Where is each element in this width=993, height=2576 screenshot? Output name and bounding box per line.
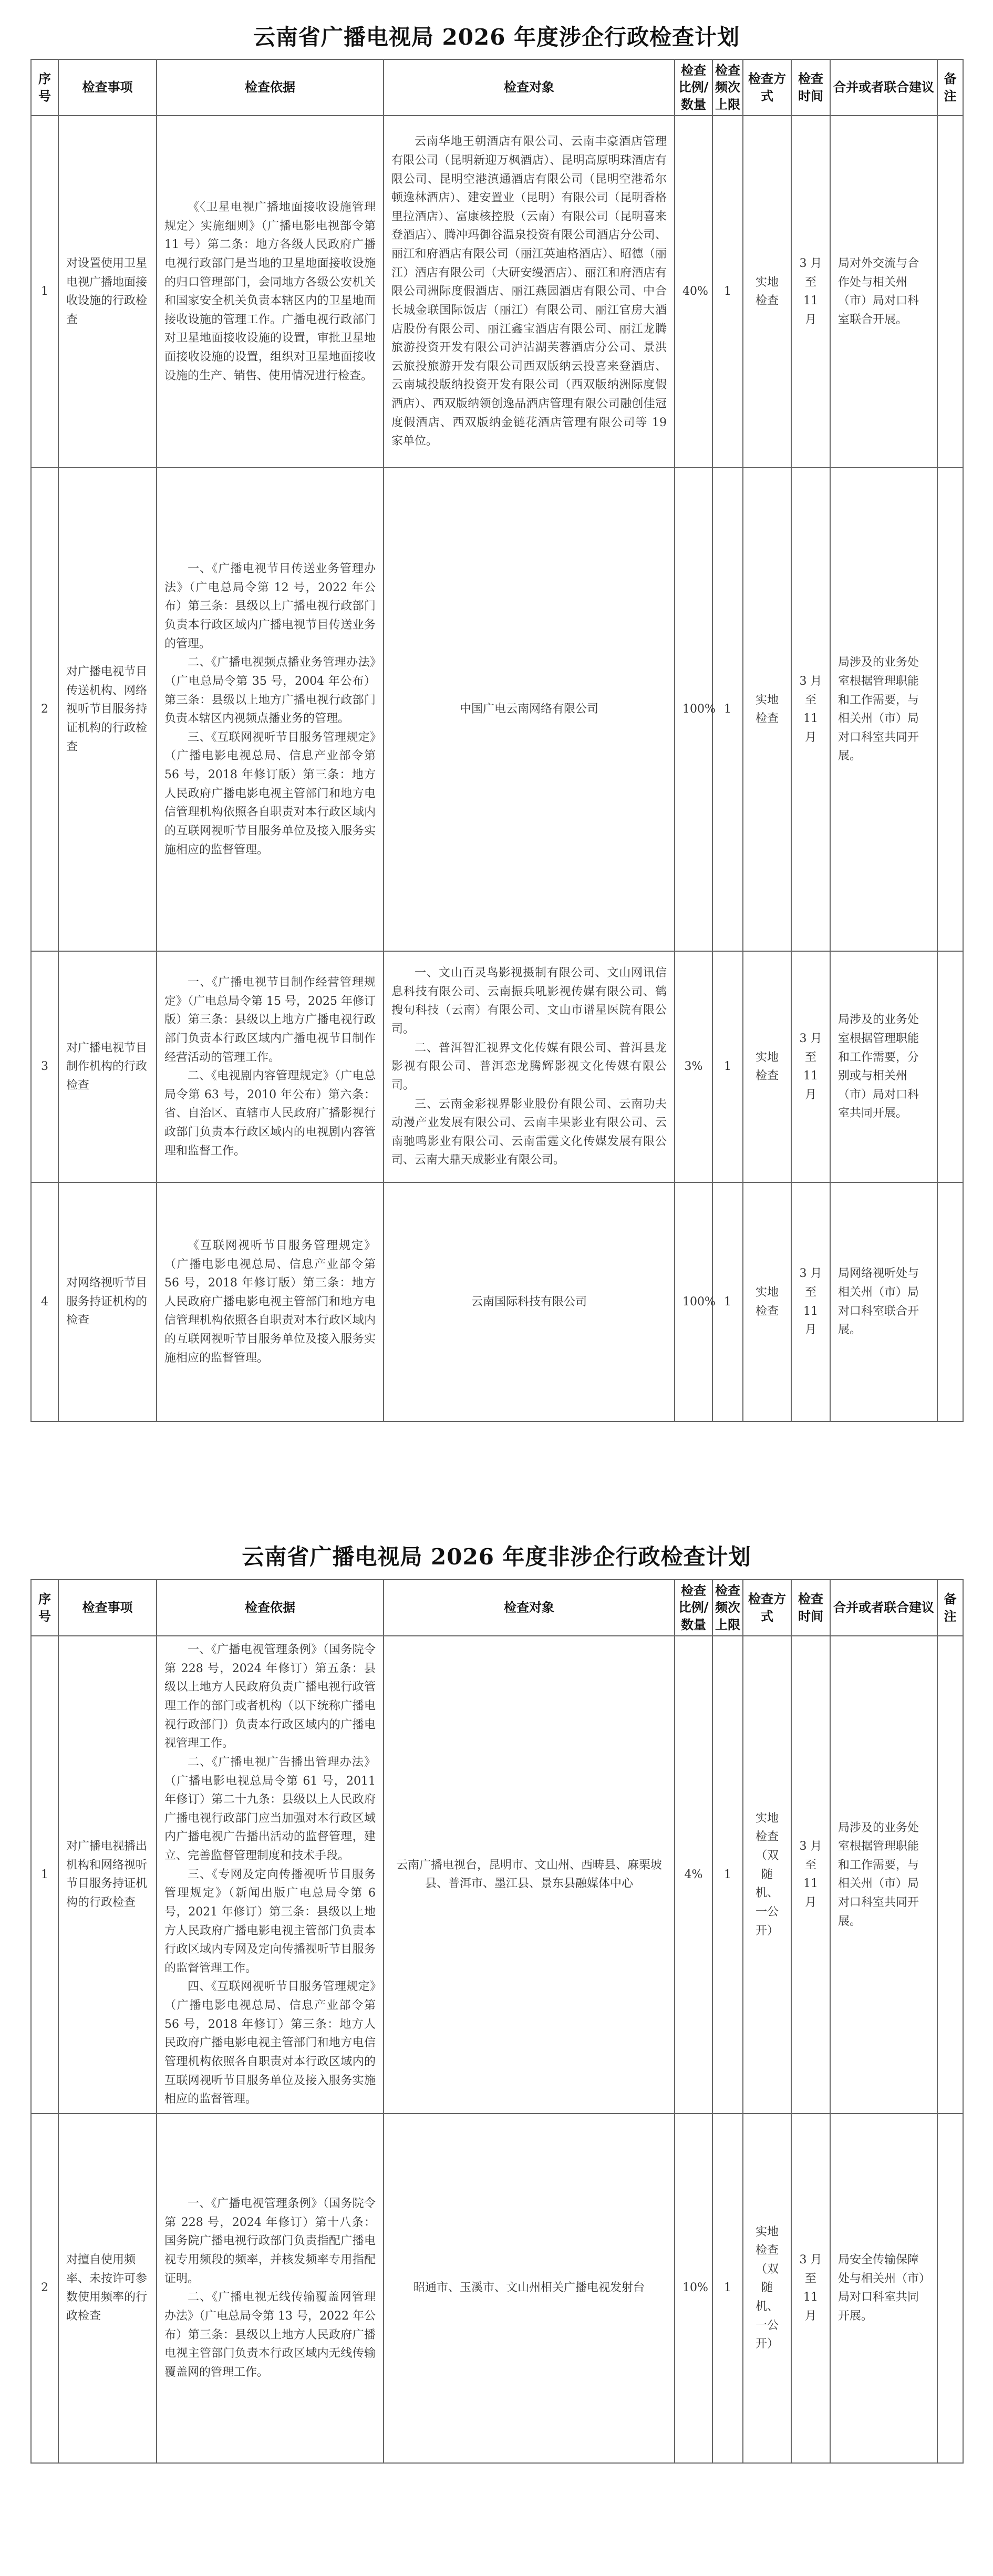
row-time (791, 468, 830, 951)
page-title-enterprise-plan: 云南省广播电视局 2026 年度涉企行政检查计划 (253, 24, 740, 50)
basis-paragraph: 四、《互联网视听节目服务管理规定》（广播电影电视总局、信息产业部令第 56 号，2018 年修订）第三条：地方人民政府广播电影电视主管部门和地方电信管理机构依照各自职责对本行政区域内的互联网视听节目服务单位及接入服务实施相应的监督管理。 (164, 1980, 376, 2106)
row-time (791, 116, 830, 468)
row-item: 对擅自使用频率、未按许可参数使用频率的行政检查 (58, 2114, 157, 2463)
header-freq: 检查频次上限 (712, 1580, 743, 1636)
row-suggestion: 局网络视听处与相关州（市）局对口科室联合开展。 (830, 1182, 937, 1421)
time-line: 月 (804, 1323, 816, 1337)
header-ratio: 检查比例/数量 (675, 59, 712, 116)
header-item: 检查事项 (58, 1580, 157, 1636)
header-method: 检查方式 (743, 1580, 791, 1636)
row-freq: 1 (712, 116, 743, 468)
method-line: 检查 (755, 1830, 779, 1844)
header-freq: 检查频次上限 (712, 59, 743, 116)
target-text: 昭通市、玉溪市、文山州相关广播电视发射台 (413, 2281, 645, 2295)
target-paragraph: 云南华地王朝酒店有限公司、云南丰豪酒店管理有限公司（昆明新迎万枫酒店）、昆明高原明珠酒店有限公司、昆明空港滇通酒店有限公司（昆明空港希尔顿逸林酒店）、建安置业（昆明）有限公司（昆明香格里拉酒店）、富康核控股（云南）有限公司（昆明喜来登酒店）、腾冲玛御谷温泉投资有限公司酒店分公司、丽江和府酒店有限公司（丽江英迪格酒店）、昭德（丽江）酒店有限公司（大研安缦酒店）、丽江和府酒店有限公司洲际度假酒店、丽江燕园酒店有限公司、中合长城金联国际饭店（丽江）有限公司、丽江官房大酒店股份有限公司、丽江鑫宝酒店有限公司、丽江龙腾旅游投资开发有限公司泸沽湖芙蓉酒店分公司、景洪云旅投旅游开发有限公司西双版纳云投喜来登酒店、云南城投版纳投资开发有限公司（西双版纳洲际度假酒店）、西双版纳领创逸品酒店管理有限公司融创佳冠度假酒店、西双版纳金链花酒店管理有限公司等 19 家单位。 (391, 135, 667, 448)
method-line: 检查 (755, 294, 779, 308)
row-freq: 1 (712, 951, 743, 1182)
table-row (31, 951, 963, 1182)
row-target (384, 1636, 675, 2114)
row-suggestion: 局安全传输保障处与相关州（市）局对口科室共同开展。 (830, 2114, 937, 2463)
row-basis (157, 1636, 384, 2114)
row-item: 对广播电视播出机构和网络视听节目服务持证机构的行政检查 (58, 1636, 157, 2114)
time-line: 至 (804, 1286, 816, 1300)
row-note (937, 1636, 963, 2114)
header-method: 检查方式 (743, 59, 791, 116)
page-title-non-enterprise-plan: 云南省广播电视局 2026 年度非涉企行政检查计划 (242, 1544, 751, 1570)
row-suggestion: 局涉及的业务处室根据管理职能和工作需要，与相关州（市）局对口科室共同开展。 (830, 1636, 937, 2114)
target-text: 云南国际科技有限公司 (471, 1295, 587, 1308)
time-line: 月 (804, 1088, 816, 1101)
basis-paragraph: 《〈卫星电视广播地面接收设施管理规定〉实施细则》（广播电影电视部令第 11 号）第二条：地方各级人民政府广播电视行政部门是当地的卫星地面接收设施的归口管理部门，会同地方各级公安机关和国家安全机关负责本辖区内的卫星地面接收设施的管理工作。广播电视行政部门对卫星地面接收设施的设置，审批卫星地面接收设施的设置，组织对卫星地面接收设施的生产、销售、使用情况进行检查。 (164, 201, 376, 383)
time-line: 3 月 (799, 1032, 822, 1045)
basis-paragraph: 一、《广播电视管理条例》（国务院令第 228 号，2024 年修订）第五条：县级以上地方人民政府负责广播电视行政管理工作的部门或者机构（以下统称广播电视行政部门）负责本行政区域内的广播电视管理工作。 (164, 1643, 376, 1750)
row-basis (157, 2114, 384, 2463)
basis-paragraph: 二、《广播电视无线传输覆盖网管理办法》（广电总局令第 13 号，2022 年公布）第三条：县级以上地方人民政府广播电视主管部门负责本行政区域内无线传输覆盖网的管理工作。 (164, 2291, 376, 2379)
table-row (31, 1182, 963, 1421)
header-target: 检查对象 (384, 59, 675, 116)
time-line: 11 (803, 2291, 818, 2304)
basis-paragraph: 一、《广播电视节目传送业务管理办法》（广电总局令第 12 号，2022 年公布）第三条：县级以上广播电视行政部门负责本行政区域内广播电视节目传送业务的管理。 (164, 562, 376, 651)
method-line: （双 (755, 2262, 779, 2276)
row-ratio: 4% (675, 1636, 712, 2114)
header-note: 备注 (937, 1580, 963, 1636)
header-time: 检查时间 (791, 1580, 830, 1636)
header-num: 序号 (31, 59, 58, 116)
table-row (31, 1636, 963, 2114)
row-time (791, 951, 830, 1182)
target-text: 云南广播电视台，昆明市、文山州、西畴县、麻栗坡县、普洱市、墨江县、景东县融媒体中心 (396, 1858, 662, 1891)
method-line: 实地 (755, 1050, 779, 1064)
row-basis (157, 468, 384, 951)
basis-paragraph: 一、《广播电视节目制作经营管理规定》（广电总局令第 15 号，2025 年修订版）第三条：县级以上地方广播电视行政部门负责本行政区域内广播电视节目制作经营活动的管理工作。 (164, 976, 376, 1064)
time-line: 月 (804, 730, 816, 744)
basis-paragraph: 三、《专网及定向传播视听节目服务管理规定》（新闻出版广电总局令第 6 号，2021 年修订）第三条：县级以上地方人民政府广播电影电视主管部门负责本行政区域内专网及定向传播视听节目服务的监督管理工作。 (164, 1868, 376, 1975)
row-note (937, 2114, 963, 2463)
method-line: 检查 (755, 2244, 779, 2258)
header-suggestion: 合并或者联合建议 (830, 1580, 937, 1636)
time-line: 月 (804, 2309, 816, 2323)
basis-paragraph: 二、《广播电视广告播出管理办法》（广播电影电视总局令第 61 号，2011 年修订）第二十九条：县级以上人民政府广播电视行政部门应当加强对本行政区域内广播电视广告播出活动的监督管理，建立、完善监督管理制度和技术手段。 (164, 1755, 376, 1863)
enterprise-inspection-table (30, 59, 964, 1422)
row-item: 对网络视听节目服务持证机构的检查 (58, 1182, 157, 1421)
method-line: 实地 (755, 2225, 779, 2239)
row-suggestion: 局涉及的业务处室根据管理职能和工作需要，分别或与相关州（市）局对口科室共同开展。 (830, 951, 937, 1182)
header-num: 序号 (31, 1580, 58, 1636)
row-target (384, 116, 675, 468)
row-method (743, 951, 791, 1182)
time-line: 11 (803, 294, 818, 308)
header-target: 检查对象 (384, 1580, 675, 1636)
header-basis: 检查依据 (157, 1580, 384, 1636)
row-freq: 1 (712, 1636, 743, 2114)
time-line: 至 (804, 1858, 816, 1872)
header-suggestion: 合并或者联合建议 (830, 59, 937, 116)
basis-paragraph: 二、《广播电视频点播业务管理办法》（广电总局令第 35 号，2004 年公布）第三条：县级以上地方广播电视行政部门负责本辖区内视频点播业务的管理。 (164, 656, 376, 726)
time-line: 至 (804, 275, 816, 289)
time-line: 月 (804, 1896, 816, 1910)
basis-paragraph: 一、《广播电视管理条例》（国务院令第 228 号，2024 年修订）第十八条：国务院广播电视行政部门负责指配广播电视专用频段的频率，并核发频率专用指配证明。 (164, 2197, 376, 2285)
row-ratio: 100% (675, 468, 712, 951)
method-line: （双 (755, 1849, 779, 1863)
row-freq: 1 (712, 2114, 743, 2463)
table-row (31, 116, 963, 468)
row-time (791, 2114, 830, 2463)
target-paragraph: 二、普洱智汇视界文化传媒有限公司、普洱县龙影视有限公司、普洱恋龙腾辉影视文化传媒有限公司。 (391, 1041, 667, 1092)
table-row (31, 468, 963, 951)
method-line: 随机、一公 (755, 1868, 779, 1919)
row-target (384, 468, 675, 951)
table-row (31, 2114, 963, 2463)
row-target (384, 1182, 675, 1421)
header-ratio: 检查比例/数量 (675, 1580, 712, 1636)
method-line: 开） (755, 1924, 779, 1938)
row-basis (157, 116, 384, 468)
row-item: 对广播电视节目传送机构、网络视听节目服务持证机构的行政检查 (58, 468, 157, 951)
row-time (791, 1636, 830, 2114)
target-paragraph: 三、云南金彩视界影业股份有限公司、云南功夫动漫产业发展有限公司、云南丰果影业有限公司、云南驰鸣影业有限公司、云南雷霆文化传媒发展有限公司、云南大鼎天成影业有限公司。 (391, 1097, 667, 1167)
time-line: 11 (803, 1069, 818, 1083)
time-line: 3 月 (799, 1840, 822, 1853)
row-ratio: 3% (675, 951, 712, 1182)
row-note (937, 468, 963, 951)
time-line: 至 (804, 693, 816, 707)
time-line: 至 (804, 2272, 816, 2285)
method-line: 实地 (755, 1811, 779, 1825)
method-line: 检查 (755, 712, 779, 726)
row-basis (157, 1182, 384, 1421)
row-num: 1 (31, 1636, 58, 2114)
method-line: 实地 (755, 693, 779, 707)
time-line: 3 月 (799, 256, 822, 270)
row-suggestion: 局涉及的业务处室根据管理职能和工作需要，与相关州（市）局对口科室共同开展。 (830, 468, 937, 951)
target-paragraph: 一、文山百灵鸟影视摄制有限公司、文山网讯信息科技有限公司、云南振兵吼影视传媒有限公司、鹤搜句科技（云南）有限公司、文山市谱星医院有限公司。 (391, 966, 667, 1036)
header-basis: 检查依据 (157, 59, 384, 116)
row-item: 对广播电视节目制作机构的行政检查 (58, 951, 157, 1182)
row-method (743, 116, 791, 468)
method-line: 开） (755, 2337, 779, 2351)
time-line: 3 月 (799, 1267, 822, 1281)
row-note (937, 951, 963, 1182)
method-line: 实地 (755, 275, 779, 289)
row-method (743, 1182, 791, 1421)
basis-paragraph: 二、《电视剧内容管理规定》（广电总局令第 63 号，2010 年公布）第六条：省、自治区、直辖市人民政府广播影视行政部门负责本行政区域内的电视剧内容管理和监督工作。 (164, 1069, 376, 1158)
row-freq: 1 (712, 468, 743, 951)
row-note (937, 116, 963, 468)
row-num: 2 (31, 2114, 58, 2463)
method-line: 检查 (755, 1304, 779, 1318)
time-line: 至 (804, 1050, 816, 1064)
target-text: 中国广电云南网络有限公司 (459, 703, 598, 716)
row-num: 4 (31, 1182, 58, 1421)
row-suggestion: 局对外交流与合作处与相关州（市）局对口科室联合开展。 (830, 116, 937, 468)
row-target (384, 2114, 675, 2463)
row-target (384, 951, 675, 1182)
row-method (743, 2114, 791, 2463)
table-header-row (31, 1580, 963, 1636)
row-freq: 1 (712, 1182, 743, 1421)
time-line: 11 (803, 1304, 818, 1318)
row-note (937, 1182, 963, 1421)
row-basis (157, 951, 384, 1182)
header-note: 备注 (937, 59, 963, 116)
non-enterprise-inspection-table (30, 1579, 964, 2464)
row-num: 1 (31, 116, 58, 468)
time-line: 月 (804, 313, 816, 326)
row-method (743, 468, 791, 951)
header-time: 检查时间 (791, 59, 830, 116)
row-ratio: 100% (675, 1182, 712, 1421)
row-ratio: 10% (675, 2114, 712, 2463)
method-line: 随机、一公 (755, 2281, 779, 2332)
time-line: 3 月 (799, 2253, 822, 2267)
row-num: 2 (31, 468, 58, 951)
time-line: 3 月 (799, 674, 822, 688)
row-method (743, 1636, 791, 2114)
time-line: 11 (803, 712, 818, 726)
method-line: 实地 (755, 1286, 779, 1300)
basis-paragraph: 《互联网视听节目服务管理规定》（广播电影电视总局、信息产业部令第 56 号，2018 年修订版）第三条：地方人民政府广播电影电视主管部门和地方电信管理机构依照各自职责对本行政区域内的互联网视听节目服务单位及接入服务实施相应的监督管理。 (164, 1239, 376, 1365)
row-time (791, 1182, 830, 1421)
row-item: 对设置使用卫星电视广播地面接收设施的行政检查 (58, 116, 157, 468)
row-ratio: 40% (675, 116, 712, 468)
header-item: 检查事项 (58, 59, 157, 116)
basis-paragraph: 三、《互联网视听节目服务管理规定》（广播电影电视总局、信息产业部令第 56 号，2018 年修订版）第三条：地方人民政府广播电影电视主管部门和地方电信管理机构依照各自职责对本行政区域内的互联网视听节目服务单位及接入服务实施相应的监督管理。 (164, 730, 376, 857)
method-line: 检查 (755, 1069, 779, 1083)
table-header-row (31, 59, 963, 116)
time-line: 11 (803, 1877, 818, 1891)
row-num: 3 (31, 951, 58, 1182)
